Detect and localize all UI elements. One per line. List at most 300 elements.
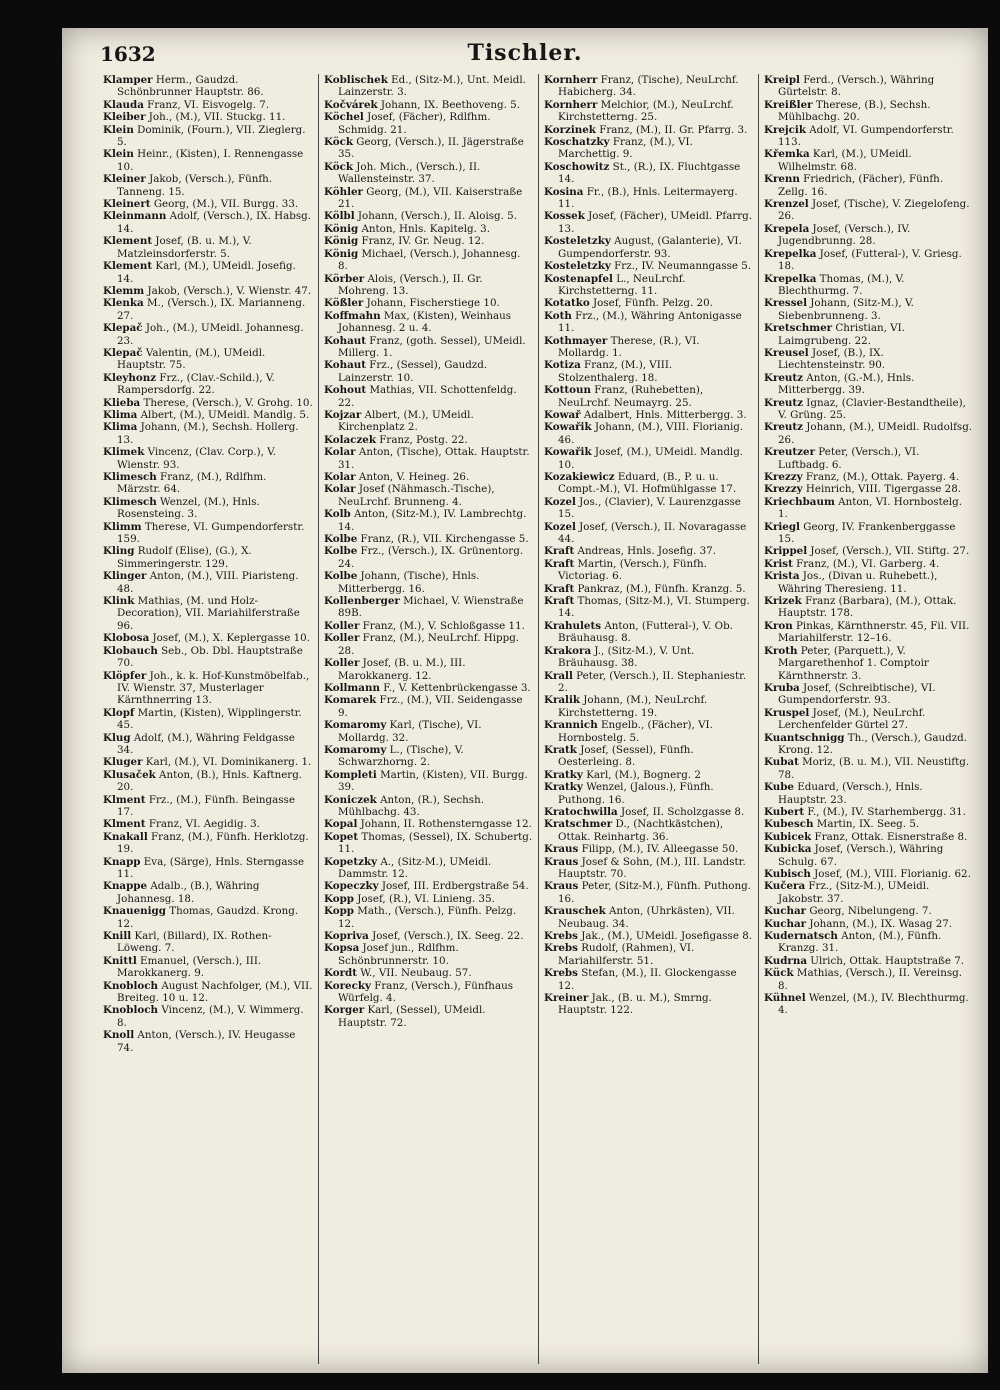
entry-details: Josef jun., Rdlfhm. Schönbrunnerstr. 10. [338,942,459,967]
entry-details: Franz, (M.), Ottak. Payerg. 4. [802,471,960,483]
directory-entry [103,198,313,210]
entry-details: Josef, (M.), X. Keplergasse 10. [149,632,310,645]
entry-details: Andreas, Hnls. Josefig. 37. [574,545,716,558]
directory-entry [764,880,973,905]
directory-entry [544,880,753,905]
entry-details: Ed., (Sitz-M.), Unt. Meidl. Lainzerstr. 3. [338,74,526,99]
entry-name: Kube [764,781,794,794]
entry-name: Kleinmann [103,210,167,223]
entry-name: Krippel [764,545,808,558]
directory-entry [544,210,753,235]
entry-details: F., (M.), IV. Starhembergg. 31. [804,805,966,818]
entry-details: Frz., (M.), Währing Antonigasse 11. [558,309,742,335]
entry-name: Krahulets [544,619,602,632]
entry-details: Engelb., (Fächer), VI. Hornbostelg. 5. [558,719,713,744]
entry-name: Kosina [544,185,584,198]
entry-name: Kriegl [764,520,800,533]
directory-entry [103,409,313,421]
directory-entry [544,297,753,309]
directory-entry [103,496,313,521]
entry-name: Kowař [544,408,581,421]
entry-name: Kopp [324,905,354,918]
entry-name: Klement [103,260,153,273]
entry-name: Knoll [103,1029,135,1042]
entry-name: Kojzar [324,408,362,421]
entry-details: Josef, II. Scholzgasse 8. [617,805,745,818]
directory-entry [544,694,753,719]
entry-details: Albert, (M.), UMeidl. Mandlg. 5. [137,408,310,421]
entry-details: Rudolf (Elise), (G.), X. Simmeringerstr. 129. [117,545,252,570]
entry-name: Krizek [764,595,802,608]
directory-entry [544,905,753,930]
entry-name: Klement [103,235,153,248]
directory-entry [544,186,753,211]
entry-details: Adolf, (Versch.), IX. Habsg. 14. [117,210,311,235]
entry-details: Christian, VI. Laimgrubeng. 22. [778,322,905,347]
directory-entry [764,905,973,917]
directory-entry [764,173,973,198]
entry-name: Koblischek [324,74,388,86]
entry-details: Valentin, (M.), UMeidl. Hauptstr. 75. [117,346,266,372]
directory-entry [544,992,753,1017]
entry-details: Josef, (Versch.), VII. Stiftg. 27. [807,545,970,558]
entry-details: Josef, (Schreibtische), VI. Gumpendorferstr. 93. [778,681,936,707]
directory-entry [324,297,533,309]
entry-details: Adolf, VI. Gumpendorferstr. 113. [778,123,954,149]
entry-details: Josef, (B. u. M.), III. Marokkanerg. 12. [338,657,466,682]
directory-entry [544,744,753,769]
entry-details: Franz, (M.), Rdlfhm. Märzstr. 64. [117,471,267,496]
entry-name: Kossek [544,210,585,223]
directory-entry [544,583,753,595]
entry-name: Kollmann [324,681,380,694]
directory-entry [103,285,313,297]
entry-name: Koller [324,657,360,670]
entry-details: St., (R.), IX. Fluchtgasse 14. [558,160,741,186]
directory-entry [544,446,753,471]
directory-entry [103,880,313,905]
entry-name: Krepelka [764,272,817,285]
entry-name: Kornherr [544,74,598,86]
entry-details: Emanuel, (Versch.), III. Marokkanerg. 9. [117,954,262,980]
entry-name: Komaromy [324,719,387,732]
directory-entry [764,198,973,223]
entry-name: Kraus [544,843,579,856]
entry-details: Karl, (Sessel), UMeidl. Hauptstr. 72. [338,1004,486,1029]
entry-details: Peter, (Versch.), VI. Luftbadg. 6. [778,446,920,471]
directory-entry [324,359,533,384]
entry-details: Franz, Ottak. Eisnerstraße 8. [811,830,968,843]
entry-name: Klobosa [103,632,150,645]
entry-name: Kopsa [324,942,360,955]
entry-details: Franz, IV. Gr. Neug. 12. [358,235,485,248]
entry-details: Thomas, (Sessel), IX. Schubertg. 11. [338,830,533,856]
entry-details: Dominik, (Fourn.), VII. Zieglerg. 5. [117,123,306,149]
entry-name: Kolbe [324,545,358,558]
directory-entry [324,335,533,360]
directory-entry [544,620,753,645]
page-number: 1632 [100,42,156,66]
entry-details: Johann, (M.), NeuLrchf. Kirchstetterng. 19. [558,694,708,719]
directory-entry [764,322,973,347]
entry-name: Kompleti [324,768,377,781]
directory-entry [764,446,973,471]
entry-details: Franz, (Tische), NeuLrchf. Habicherg. 34. [558,74,739,99]
directory-entry [764,471,973,483]
directory-entry [324,632,533,657]
entry-name: Knapp [103,855,141,868]
directory-entry [324,657,533,682]
entry-details: Thomas, (M.), V. Blechthurmg. 7. [778,272,905,297]
directory-entry [764,273,973,298]
entry-details: Georg, (M.), VII. Kaiserstraße 21. [338,185,523,211]
entry-name: Kreutz [764,421,804,434]
directory-entry [764,682,973,707]
directory-entry [324,905,533,930]
entry-name: Kowařik [544,446,592,459]
entry-details: Peter, (Versch.), II. Stephaniestr. 2. [558,669,747,694]
directory-entry [544,273,753,298]
directory-entry [764,595,973,620]
entry-details: F., V. Kettenbrückengasse 3. [379,681,531,694]
entry-name: Kreutz [764,396,804,409]
entry-name: Knakall [103,830,148,843]
entry-details: Anton, (Versch.), IV. Heugasse 74. [117,1029,296,1054]
entry-name: Krebs [544,967,578,980]
directory-entry [764,347,973,372]
entry-name: Klamper [103,74,153,86]
entry-details: Karl, (Tische), VI. Mollardg. 32. [338,719,482,744]
directory-columns [98,74,978,1364]
entry-name: Klusaček [103,768,156,781]
directory-entry [544,136,753,161]
entry-details: Josef, (Tische), V. Ziegelofeng. 26. [778,198,970,223]
entry-name: Kraft [544,557,575,570]
entry-details: Martin, (Kisten), VII. Burgg. 39. [338,768,528,794]
entry-details: Jakob, (Versch.), Fünfh. Tanneng. 15. [117,173,273,198]
entry-name: Kopeczky [324,880,379,893]
entry-name: Klug [103,731,131,744]
directory-entry [324,161,533,186]
directory-entry [103,111,313,123]
directory-entry [764,397,973,422]
entry-details: Albert, (M.), UMeidl. Kirchenplatz 2. [338,408,474,434]
directory-entry [324,434,533,446]
entry-details: Johann, IX. Beethoveng. 5. [377,98,520,111]
directory-entry [103,521,313,546]
directory-entry [103,74,313,99]
entry-details: Heinrich, VIII. Tigergasse 28. [802,483,962,496]
entry-details: Franz, (M.), Fünfh. Herklotzg. 19. [117,830,309,856]
entry-details: Franz, (goth. Sessel), UMeidl. Millerg. 1. [338,334,526,359]
entry-details: Josef, (M.), UMeidl. Mandlg. 10. [558,446,744,471]
directory-entry [324,533,533,545]
entry-name: Kopet [324,830,359,843]
column-2 [318,74,538,1364]
entry-details: Vincenz, (Clav. Corp.), V. Wienstr. 93. [117,446,277,471]
directory-entry [324,409,533,434]
entry-name: Krezzy [764,471,803,483]
directory-entry [764,74,973,99]
entry-name: Krejcik [764,123,806,136]
entry-details: Adalbert, Hnls. Mitterbergg. 3. [580,408,747,421]
entry-details: Josef, (Versch.), II. Novaragasse 44. [558,520,747,546]
entry-name: Krista [764,570,800,583]
entry-details: M., (Versch.), IX. Marianneng. 27. [117,297,306,322]
entry-name: Knappe [103,880,148,893]
entry-name: Klink [103,595,135,608]
entry-name: Kosteletzky [544,260,611,273]
directory-entry [324,471,533,483]
entry-details: Josef, (Futteral-), V. Griesg. 18. [778,247,962,273]
entry-details: Therese, (B.), Sechsh. Mühlbachg. 20. [778,98,931,124]
entry-name: Kosteletzky [544,235,611,248]
entry-details: Karl, (Billard), IX. Rothen-Löweng. 7. [117,930,272,955]
entry-name: Krakora [544,644,592,657]
entry-name: Kottoun [544,384,591,397]
directory-entry [544,670,753,695]
entry-details: Karl, (M.), Bognerg. 2 [582,768,701,781]
directory-page [62,28,988,1373]
directory-entry [103,980,313,1005]
directory-entry [103,421,313,446]
entry-details: Johann, (Versch.), II. Aloisg. 5. [354,210,517,223]
entry-details: Ferd., (Versch.), Währing Gürtelstr. 8. [778,74,935,99]
entry-name: Krauschek [544,905,606,918]
directory-entry [764,558,973,570]
entry-name: Klieba [103,396,141,409]
entry-details: Peter, (Parquett.), V. Margarethenhof 1. Comptoir Kärnthnerstr. 3. [778,644,929,682]
entry-name: Kößler [324,297,364,310]
entry-name: Kreißler [764,98,813,111]
directory-entry [103,372,313,397]
page-title: Tischler. [467,40,583,66]
entry-name: Kratky [544,781,583,794]
directory-entry [544,124,753,136]
entry-name: Kretschmer [764,322,833,335]
entry-details: Josef, (Fächer), Rdlfhm. Schmidg. 21. [338,111,491,136]
directory-entry [324,545,533,570]
directory-entry [324,893,533,905]
entry-name: Kotiza [544,359,581,372]
entry-details: Johann, II. Rothensterngasse 12. [357,818,532,831]
entry-name: Kraft [544,545,575,558]
entry-name: Kuchar [764,905,807,918]
entry-name: Klopf [103,706,135,719]
entry-name: Kopp [324,892,354,905]
directory-entry [103,670,313,707]
entry-details: Anton, Hnls. Kapitelg. 3. [358,222,490,235]
directory-entry [324,570,533,595]
directory-entry [324,111,533,136]
directory-entry [764,818,973,830]
entry-name: Kleiner [103,173,146,186]
directory-entry [544,310,753,335]
directory-entry [103,545,313,570]
entry-details: Franz, Postg. 22. [375,433,468,446]
directory-entry [544,260,753,272]
entry-details: Karl, (M.), UMeidl. Josefig. 14. [117,260,296,285]
entry-name: Koth [544,309,572,322]
directory-entry [324,210,533,222]
entry-details: Anton, (M.), VIII. Piaristeng. 48. [117,570,299,595]
entry-name: Kubisch [764,868,811,880]
directory-entry [103,732,313,757]
entry-name: Kluger [103,756,143,769]
entry-name: Kriechbaum [764,495,835,508]
entry-details: Josef, (Versch.), Währing Schulg. 67. [778,843,944,868]
entry-name: Kozel [544,520,576,533]
entry-name: Kraft [544,595,575,608]
directory-entry [103,260,313,285]
directory-entry [764,992,973,1017]
directory-entry [103,235,313,260]
entry-name: Koller [324,619,360,632]
entry-details: Jos., (Clavier), V. Laurenzgasse 15. [558,495,741,521]
entry-name: Kruba [764,681,800,694]
directory-entry [324,508,533,533]
entry-name: Knittl [103,954,137,967]
entry-details: Franz, (M.), VI. Garberg. 4. [792,557,940,570]
directory-entry [103,794,313,819]
entry-details: Eduard, (B., P. u. u. Compt.-M.), VI. Hofmühlgasse 17. [558,471,737,496]
entry-details: Moriz, (B. u. M.), VII. Neustiftg. 78. [778,756,970,781]
column-4 [758,74,978,1364]
directory-entry [324,1004,533,1029]
entry-details: Mathias, (M. und Holz-Decoration), VII. Mariahilferstraße 96. [117,595,300,632]
entry-details: Melchior, (M.), NeuLrchf. Kirchstetterng. 25. [558,98,734,124]
entry-details: Anton, (M.), Fünfh. Kranzg. 31. [778,930,942,955]
entry-name: Kopal [324,818,358,831]
entry-name: Klment [103,818,146,831]
entry-details: Pinkas, Kärnthnerstr. 45, Fil. VII. Mariahilferstr. 12–16. [778,619,970,645]
entry-name: Kleiber [103,111,146,124]
entry-name: Kolaczek [324,433,376,446]
entry-details: Jakob, (Versch.), V. Wienstr. 47. [144,284,312,297]
directory-entry [764,781,973,806]
directory-entry [764,645,973,682]
entry-details: Fr., (B.), Hnls. Leitermayerg. 11. [558,185,738,211]
entry-name: Kopriva [324,930,369,943]
entry-details: Wenzel, (M.), Hnls. Rosensteing. 3. [117,495,260,521]
entry-name: Kozel [544,495,576,508]
entry-details: Josef, Fünfh. Pelzg. 20. [589,297,713,310]
directory-entry [324,694,533,719]
entry-details: Jak., (B. u. M.), Smrng. Hauptstr. 122. [558,992,712,1017]
entry-details: Adolf, (M.), Währing Feldgasse 34. [117,731,295,756]
entry-name: Kotatko [544,297,590,310]
entry-name: Kreutz [764,371,804,384]
entry-name: Kratochwilla [544,805,618,818]
directory-entry [544,806,753,818]
directory-entry [544,645,753,670]
directory-entry [324,880,533,892]
entry-details: Frz., (M.), Fünfh. Beingasse 17. [117,793,295,818]
directory-entry [324,186,533,211]
column-3 [538,74,758,1364]
entry-details: Ulrich, Ottak. Hauptstraße 7. [807,954,965,967]
entry-name: Krist [764,557,793,570]
directory-entry [103,707,313,732]
directory-entry [544,384,753,409]
entry-name: Kollenberger [324,595,400,608]
entry-details: Martin, (Versch.), Fünfh. Victoriag. 6. [558,557,707,583]
entry-name: Köhler [324,185,363,198]
entry-details: Johann, (M.), UMeidl. Rudolfsg. 26. [778,421,973,446]
entry-details: Johann, (Sitz-M.), V. Siebenbrunneng. 3. [778,297,914,322]
directory-entry [103,769,313,794]
directory-entry [764,372,973,397]
entry-name: Kuchar [764,917,807,930]
directory-entry [103,645,313,670]
entry-name: Kubesch [764,818,814,831]
directory-entry [764,248,973,273]
entry-details: Josef, (Fächer), UMeidl. Pfarrg. 13. [558,210,753,235]
directory-entry [544,235,753,260]
entry-name: Krezzy [764,483,803,496]
directory-entry [544,161,753,186]
directory-entry [764,421,973,446]
entry-details: Josef, (Versch.), IX. Seeg. 22. [368,930,524,943]
directory-entry [103,397,313,409]
directory-entry [764,297,973,322]
entry-name: Köck [324,160,353,173]
entry-name: Kruspel [764,706,810,719]
directory-entry [103,446,313,471]
directory-entry [544,769,753,781]
entry-details: Karl, (M.), UMeidl. Wilhelmstr. 68. [778,148,912,173]
entry-details: Georg, (Versch.), II. Jägerstraße 35. [338,136,524,161]
entry-name: Kočvárek [324,98,378,111]
directory-entry [103,632,313,644]
entry-name: Kudernatsch [764,930,838,943]
entry-name: Kordt [324,967,357,980]
directory-entry [103,955,313,980]
entry-details: Th., (Versch.), Gaudzd. Krong. 12. [778,731,967,756]
entry-details: Anton, (Futteral-), V. Ob. Bräuhausg. 8. [558,619,733,645]
directory-entry [764,620,973,645]
directory-entry [764,545,973,557]
directory-entry [103,148,313,173]
entry-name: Kück [764,967,794,980]
entry-details: Josef, (R.), VI. Linieng. 35. [354,892,495,905]
directory-entry [103,322,313,347]
directory-entry [324,831,533,856]
directory-entry [544,521,753,546]
entry-name: Kohaut [324,334,366,347]
directory-entry [324,967,533,979]
directory-entry [764,955,973,967]
entry-details: Joh., (M.), VII. Stuckg. 11. [145,111,286,124]
entry-details: Math., (Versch.), Fünfh. Pelzg. 12. [338,905,517,930]
directory-entry [103,471,313,496]
entry-details: Therese, (Versch.), V. Grohg. 10. [140,396,313,409]
directory-entry [324,930,533,942]
entry-details: Franz, (M.), VIII. Stolzenthalerg. 18. [558,359,673,384]
entry-details: Wenzel, (Jalous.), Fünfh. Puthong. 16. [558,781,714,806]
entry-name: Kubicek [764,830,812,843]
directory-entry [103,570,313,595]
entry-name: König [324,222,359,235]
entry-details: Johann, (M.), VIII. Florianig. 46. [558,421,744,446]
entry-details: Pankraz, (M.), Fünfh. Kranzg. 5. [574,582,746,595]
entry-name: Krepela [764,222,810,235]
directory-entry [764,732,973,757]
entry-details: Frz., (Sitz-M.), UMeidl. Jakobstr. 37. [778,880,930,905]
entry-details: Franz, VI. Aegidig. 3. [145,818,260,831]
directory-entry [324,818,533,830]
entry-name: Kreipl [764,74,800,86]
